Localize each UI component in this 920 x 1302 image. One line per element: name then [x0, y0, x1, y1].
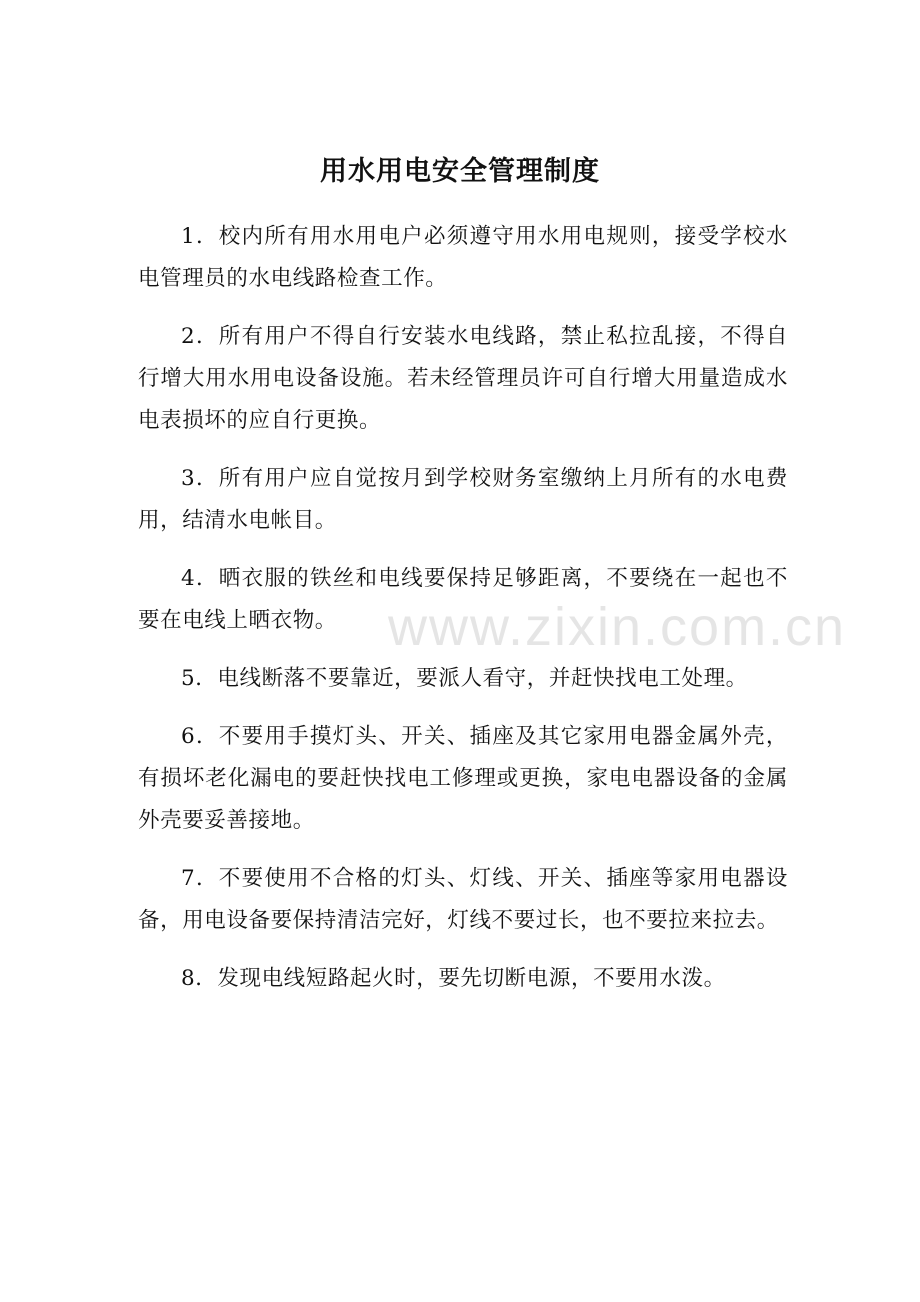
paragraph-5: 5．电线断落不要靠近，要派人看守，并赶快找电工处理。 [181, 666, 748, 691]
paragraph-3: 3．所有用户应自觉按月到学校财务室缴纳上月所有的水电费用，结清水电帐目。 [138, 466, 788, 533]
paragraph-7: 7．不要使用不合格的灯头、灯线、开关、插座等家用电器设备，用电设备要保持清洁完好，灯线不要过长，也不要拉来拉去。 [138, 866, 788, 933]
document-body [138, 216, 788, 1016]
paragraph-6: 6．不要用手摸灯头、开关、插座及其它家用电器金属外壳，有损坏老化漏电的要赶快找电工修理或更换，家电电器设备的金属外壳要妥善接地。 [138, 724, 788, 833]
paragraph-2: 2．所有用户不得自行安装水电线路，禁止私拉乱接，不得自行增大用水用电设备设施。若未经管理员许可自行增大用量造成水电表损坏的应自行更换。 [138, 324, 788, 433]
paragraph-4: 4．晒衣服的铁丝和电线要保持足够距离，不要绕在一起也不要在电线上晒衣物。 [138, 566, 788, 633]
paragraph-1: 1．校内所有用水用电户必须遵守用水用电规则，接受学校水电管理员的水电线路检查工作。 [138, 224, 788, 291]
watermark: www.zixin.com.cn [388, 597, 847, 657]
document-title: 用水用电安全管理制度 [320, 156, 600, 187]
paragraph-8: 8．发现电线短路起火时，要先切断电源，不要用水泼。 [181, 966, 726, 991]
